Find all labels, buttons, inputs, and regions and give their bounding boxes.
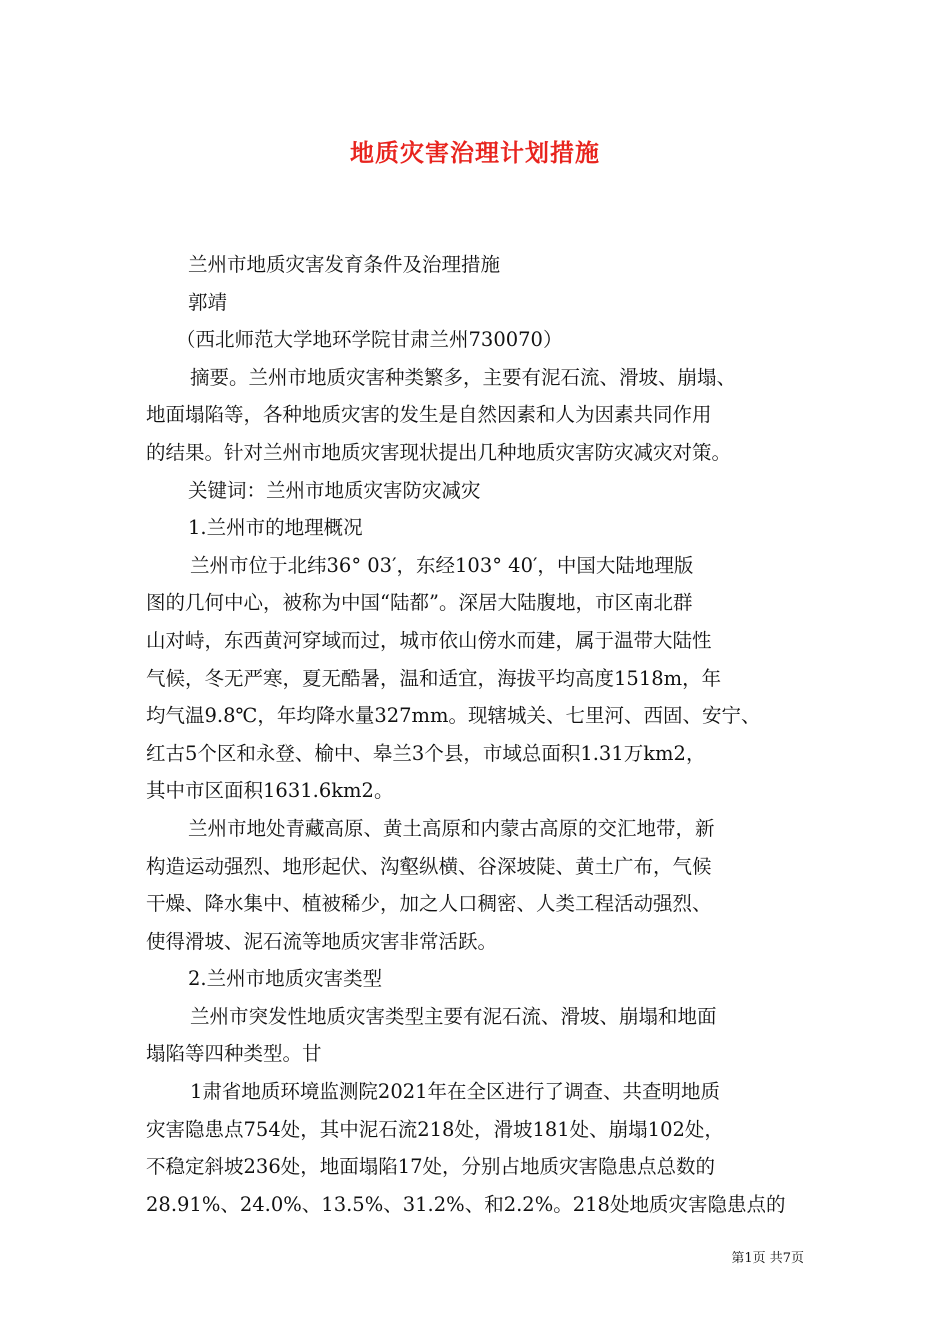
paragraph-line: 山对峙，东西黄河穿域而过，城市依山傍水而建，属于温带大陆性 <box>146 628 712 652</box>
paragraph-line: 图的几何中心，被称为中国“陆都”。深居大陆腹地，市区南北群 <box>146 591 693 615</box>
paragraph-line: 28.91%、24.0%、13.5%、31.2%、和2.2%。218处地质灾害隐患点的 <box>146 1192 786 1216</box>
paragraph-line: 兰州市地处青藏高原、黄土高原和内蒙古高原的交汇地带，新 <box>188 816 715 840</box>
abstract-line: 地面塌陷等，各种地质灾害的发生是自然因素和人为因素共同作用 <box>146 403 712 427</box>
paragraph-line: 灾害隐患点754处，其中泥石流218处，滑坡181处、崩塌102处， <box>146 1117 724 1141</box>
paper-title-line: 兰州市地质灾害发育条件及治理措施 <box>188 253 501 276</box>
affiliation-line: （西北师范大学地环学院甘肃兰州730070） <box>176 328 563 352</box>
paragraph-line: 红古5个区和永登、榆中、皋兰3个县，市域总面积1.31万km2， <box>146 741 706 765</box>
paragraph-line: 兰州市突发性地质灾害类型主要有泥石流、滑坡、崩塌和地面 <box>190 1004 717 1028</box>
document-body <box>146 246 808 1223</box>
keywords-line: 关键词：兰州市地质灾害防灾减灾 <box>188 478 481 502</box>
paragraph-line: 使得滑坡、泥石流等地质灾害非常活跃。 <box>146 929 498 953</box>
paragraph-line: 塌陷等四种类型。甘 <box>146 1042 322 1066</box>
abstract-line: 摘要。兰州市地质灾害种类繁多，主要有泥石流、滑坡、崩塌、 <box>190 365 737 389</box>
paragraph-line: 兰州市位于北纬36° 03′，东经103° 40′，中国大陆地理版 <box>190 553 694 577</box>
paragraph-line: 其中市区面积1631.6km2。 <box>146 779 394 803</box>
section-heading-2: 2.兰州市地质灾害类型 <box>188 967 383 991</box>
paragraph-line: 不稳定斜坡236处，地面塌陷17处，分别占地质灾害隐患点总数的 <box>146 1155 716 1179</box>
paragraph-line: 干燥、降水集中、植被稀少，加之人口稠密、人类工程活动强烈、 <box>146 892 712 916</box>
paragraph-line: 均气温9.8℃，年均降水量327mm。现辖城关、七里河、西固、安宁、 <box>146 704 761 728</box>
abstract-line: 的结果。针对兰州市地质灾害现状提出几种地质灾害防灾减灾对策。 <box>146 440 732 464</box>
paragraph-line: 构造运动强烈、地形起伏、沟壑纵横、谷深坡陡、黄土广布，气候 <box>146 854 712 878</box>
paragraph-line: 1肃省地质环境监测院2021年在全区进行了调查、共查明地质 <box>190 1080 721 1104</box>
page-number-footer: 第1页 共7页 <box>731 1251 804 1266</box>
author-line: 郭靖 <box>188 290 228 314</box>
section-heading-1: 1.兰州市的地理概况 <box>188 516 363 540</box>
document-title: 地质灾害治理计划措施 <box>350 138 600 167</box>
paragraph-line: 气候，冬无严寒，夏无酷暑，温和适宜，海拔平均高度1518m，年 <box>146 666 722 690</box>
